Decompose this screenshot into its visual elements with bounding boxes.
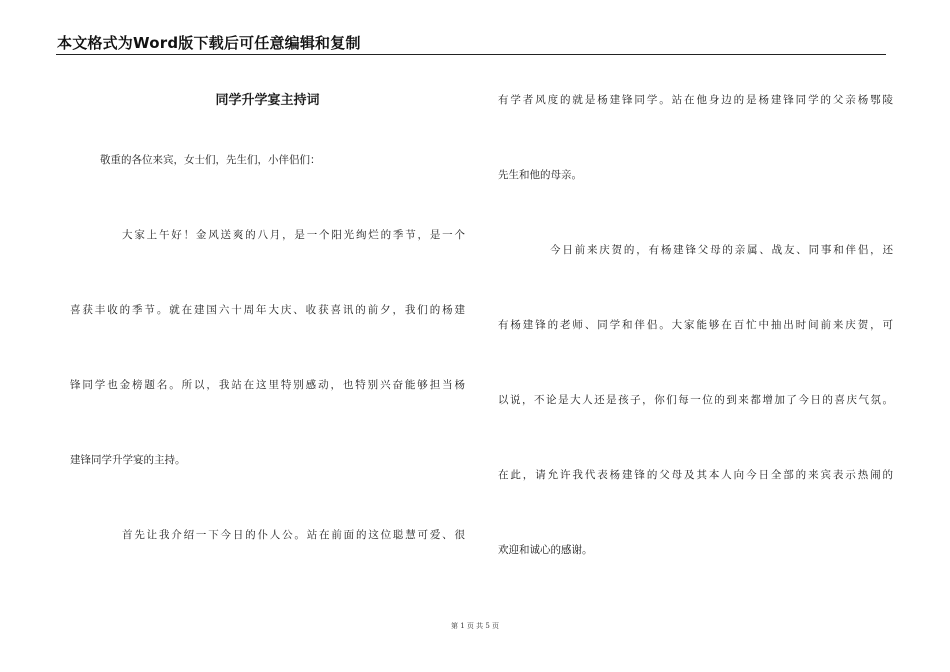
paragraph-line: 喜获丰收的季节。就在建国六十周年大庆、收获喜讯的前夕，我们的杨建: [70, 304, 465, 316]
paragraph-line: 敬重的各位来宾，女士们，先生们，小伴侣们：: [100, 154, 321, 166]
page-number: 第 1 页 共 5 页: [450, 622, 500, 630]
right-column: [498, 0, 893, 620]
paragraph-line: 大家上午好！金风送爽的八月，是一个阳光绚烂的季节，是一个: [122, 229, 465, 241]
paragraph-line: 今日前来庆贺的，有杨建锋父母的亲属、战友、同事和伴侣，还: [550, 244, 893, 256]
document-title: 同学升学宴主持词: [215, 93, 320, 108]
header-title: 本文格式为Word版下载后可任意编辑和复制: [57, 34, 361, 52]
paragraph-line: 有学者风度的就是杨建锋同学。站在他身边的是杨建锋同学的父亲杨鄂陵: [498, 94, 893, 106]
paragraph-line: 以说，不论是大人还是孩子，你们每一位的到来都增加了今日的喜庆气氛。: [498, 394, 893, 406]
paragraph-line: 在此，请允许我代表杨建锋的父母及其本人向今日全部的来宾表示热闹的: [498, 469, 893, 481]
paragraph-line: 首先让我介绍一下今日的仆人公。站在前面的这位聪慧可爱、很: [122, 529, 465, 541]
paragraph-line: 有杨建锋的老师、同学和伴侣。大家能够在百忙中抽出时间前来庆贺，可: [498, 319, 893, 331]
paragraph-line: 先生和他的母亲。: [498, 169, 582, 181]
paragraph-line: 锋同学也金榜题名。所以，我站在这里特别感动，也特别兴奋能够担当杨: [70, 379, 465, 391]
left-column: [70, 0, 465, 620]
paragraph-line: 建锋同学升学宴的主持。: [70, 454, 186, 466]
paragraph-line: 欢迎和诚心的感谢。: [498, 544, 593, 556]
